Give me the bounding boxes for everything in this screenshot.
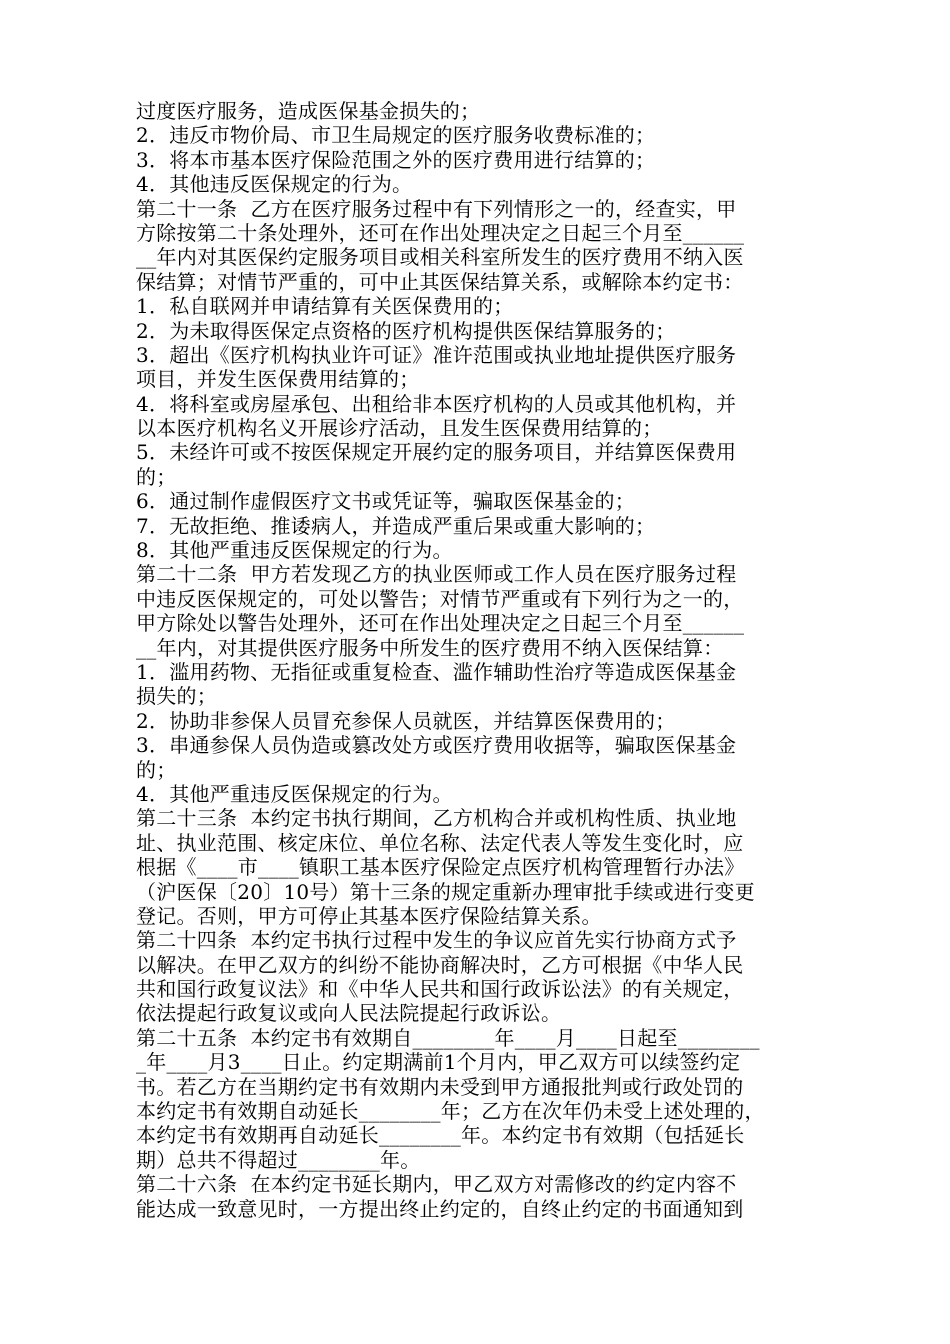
text-line: 依法提起行政复议或向人民法院提起行政诉讼。 — [136, 1001, 562, 1026]
text-line: __年内对其医保约定服务项目或相关科室所发生的医疗费用不纳入医 — [136, 245, 744, 270]
text-line: 3．超出《医疗机构执业许可证》准许范围或执业地址提供医疗服务 — [136, 342, 737, 367]
text-line: _年____月3____日止。约定期满前1个月内，甲乙双方可以续签约定 — [136, 1050, 741, 1075]
text-line: 过度医疗服务，造成医保基金损失的； — [136, 99, 481, 123]
text-line: 共和国行政复议法》和《中华人民共和国行政诉讼法》的有关规定， — [136, 977, 744, 1002]
text-line: 8．其他严重违反医保规定的行为。 — [136, 538, 453, 563]
article-23-heading-line: 第二十三条 本约定书执行期间，乙方机构合并或机构性质、执业地 — [136, 806, 737, 831]
text-line: 的； — [136, 757, 177, 782]
text-line: 址、执业范围、核定床位、单位名称、法定代表人等发生变化时，应 — [136, 830, 744, 855]
text-line: 4．其他严重违反医保规定的行为。 — [136, 781, 453, 806]
text-line: 中违反医保规定的，可处以警告；对情节严重或有下列行为之一的， — [136, 586, 744, 611]
text-line: 登记。否则，甲方可停止其基本医疗保险结算关系。 — [136, 903, 602, 928]
text-line: 本约定书有效期再自动延长________年。本约定书有效期（包括延长 — [136, 1123, 745, 1148]
article-24-heading-line: 第二十四条 本约定书执行过程中发生的争议应首先实行协商方式予 — [136, 928, 737, 953]
text-line: 4．将科室或房屋承包、出租给非本医疗机构的人员或其他机构，并 — [136, 391, 737, 416]
text-line: 3．串通参保人员伪造或篡改处方或医疗费用收据等，骗取医保基金 — [136, 733, 737, 758]
text-line: 3．将本市基本医疗保险范围之外的医疗费用进行结算的； — [136, 147, 656, 172]
text-line: （沪医保〔20〕10号）第十三条的规定重新办理审批手续或进行变更 — [136, 879, 755, 904]
text-line: 能达成一致意见时，一方提出终止约定的，自终止约定的书面通知到 — [136, 1196, 744, 1221]
text-line: 1．滥用药物、无指征或重复检查、滥作辅助性治疗等造成医保基金 — [136, 659, 737, 684]
text-line: 4．其他违反医保规定的行为。 — [136, 172, 413, 197]
text-line: 2．违反市物价局、市卫生局规定的医疗服务收费标准的； — [136, 123, 656, 148]
text-line: 7．无故拒绝、推诿病人，并造成严重后果或重大影响的； — [136, 513, 656, 538]
text-line: 6．通过制作虚假医疗文书或凭证等，骗取医保基金的； — [136, 489, 635, 514]
text-line: 书。若乙方在当期约定书有效期内未受到甲方通报批判或行政处罚的 — [136, 1074, 744, 1099]
document-page — [136, 99, 816, 1221]
text-line: 2．为未取得医保定点资格的医疗机构提供医保结算服务的； — [136, 318, 676, 343]
article-22-heading-line: 第二十二条 甲方若发现乙方的执业医师或工作人员在医疗服务过程 — [136, 562, 737, 587]
text-line: 以本医疗机构名义开展诊疗活动，且发生医保费用结算的； — [136, 416, 663, 441]
text-line: 方除按第二十条处理外，还可在作出处理决定之日起三个月至______ — [136, 220, 745, 245]
text-line: 以解决。在甲乙双方的纠纷不能协商解决时，乙方可根据《中华人民 — [136, 952, 744, 977]
text-line: 5．未经许可或不按医保规定开展约定的服务项目，并结算医保费用 — [136, 440, 737, 465]
text-line: 期）总共不得超过________年。 — [136, 1147, 421, 1172]
text-line: 本约定书有效期自动延长________年；乙方在次年仍未受上述处理的， — [136, 1099, 765, 1124]
text-line: 1．私自联网并申请结算有关医保费用的； — [136, 294, 514, 319]
text-line: 损失的； — [136, 684, 217, 709]
article-25-heading-line: 第二十五条 本约定书有效期自________年____月____日起至________ — [136, 1025, 760, 1050]
article-21-heading-line: 第二十一条 乙方在医疗服务过程中有下列情形之一的，经查实，甲 — [136, 196, 737, 221]
text-line: 的； — [136, 464, 177, 489]
text-line: 保结算；对情节严重的，可中止其医保结算关系，或解除本约定书： — [136, 269, 744, 294]
text-line: 根据《____市____镇职工基本医疗保险定点医疗机构管理暂行办法》 — [136, 855, 745, 880]
text-line: __年内，对其提供医疗服务中所发生的医疗费用不纳入医保结算： — [136, 635, 724, 660]
text-line: 甲方除处以警告处理外，还可在作出处理决定之日起三个月至______ — [136, 611, 745, 636]
text-line: 项目，并发生医保费用结算的； — [136, 367, 420, 392]
text-line: 2．协助非参保人员冒充参保人员就医，并结算医保费用的； — [136, 708, 676, 733]
article-26-heading-line: 第二十六条 在本约定书延长期内，甲乙双方对需修改的约定内容不 — [136, 1172, 737, 1197]
